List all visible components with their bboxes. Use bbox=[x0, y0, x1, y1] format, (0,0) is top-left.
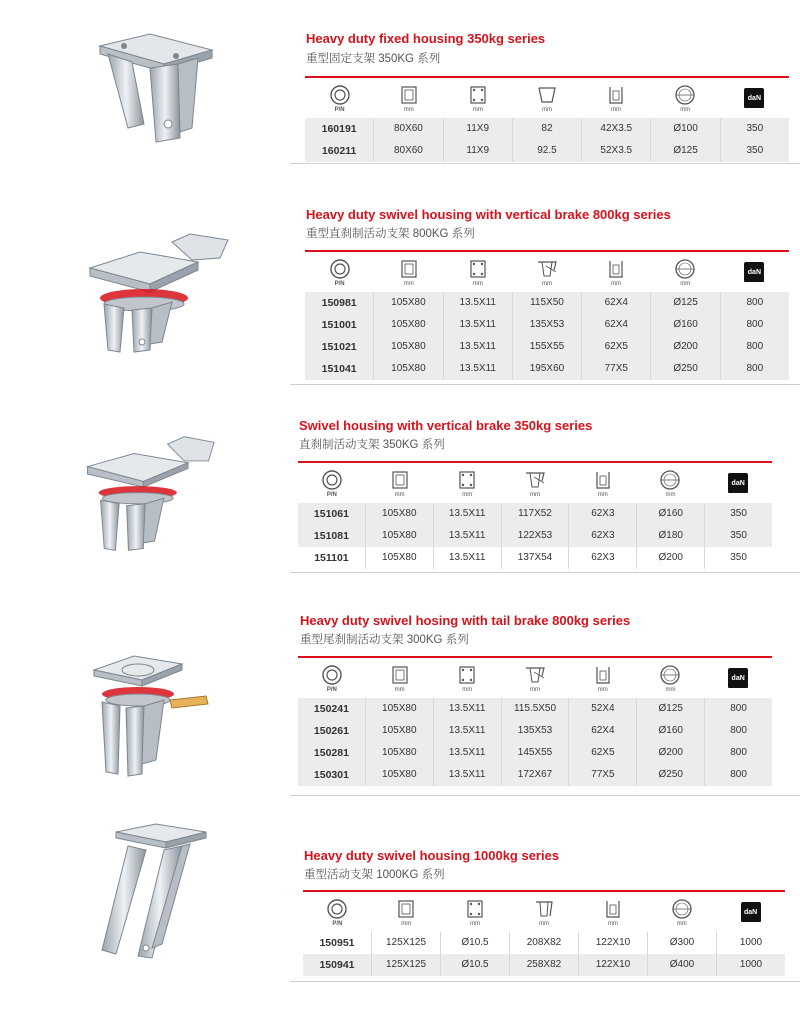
unit-label: mm bbox=[665, 686, 676, 693]
table-row bbox=[298, 764, 772, 786]
fork-width-icon bbox=[592, 664, 614, 686]
wheel-diameter: Ø180 bbox=[637, 525, 705, 547]
section-divider bbox=[290, 384, 800, 385]
table-row bbox=[305, 140, 789, 162]
pn-label: P/N bbox=[326, 686, 337, 693]
unit-label: mm bbox=[611, 280, 622, 287]
height: 137X54 bbox=[502, 547, 570, 569]
bolt-hole-spacing-icon bbox=[456, 664, 478, 686]
heavy-swivel-housing-image bbox=[94, 822, 214, 962]
unit-label: mm bbox=[597, 686, 608, 693]
wheel-diameter: Ø250 bbox=[651, 358, 720, 380]
table-row bbox=[298, 742, 772, 764]
bolt-hole: 13.5X11 bbox=[434, 764, 502, 786]
bolt-hole-column-header bbox=[443, 252, 512, 292]
section-divider bbox=[290, 981, 800, 982]
height: 208X82 bbox=[510, 932, 579, 954]
unit-label: mm bbox=[541, 106, 552, 113]
height: 258X82 bbox=[510, 954, 579, 976]
pn-label: P/N bbox=[334, 280, 345, 287]
part-number: 151021 bbox=[305, 336, 374, 358]
table-row bbox=[305, 314, 789, 336]
unit-label: mm bbox=[394, 686, 405, 693]
bolt-hole: 11X9 bbox=[444, 140, 513, 162]
unit-label: mm bbox=[539, 920, 549, 927]
fork-width: 62X5 bbox=[582, 336, 651, 358]
part-number: 150281 bbox=[298, 742, 366, 764]
spec-header-row bbox=[298, 658, 772, 698]
bolt-hole: 13.5X11 bbox=[444, 314, 513, 336]
fork-width: 122X10 bbox=[579, 932, 648, 954]
part-number: 150241 bbox=[298, 698, 366, 720]
section-title-cn: 重型尾刹制活动支架 300KG 系列 bbox=[300, 634, 469, 646]
wheel-diameter-column-header bbox=[637, 658, 705, 698]
unit-label: mm bbox=[611, 106, 622, 113]
spec-header-row bbox=[305, 78, 789, 118]
unit-label: mm bbox=[665, 491, 676, 498]
swivel-housing-brake-image bbox=[80, 212, 230, 357]
height: 92.5 bbox=[513, 140, 582, 162]
fork-width: 62X3 bbox=[569, 547, 637, 569]
fork-width: 77X5 bbox=[569, 764, 637, 786]
load: 800 bbox=[730, 769, 747, 780]
table-row bbox=[305, 292, 789, 314]
load-weight-icon: daN bbox=[744, 262, 764, 282]
table-row bbox=[303, 954, 785, 976]
wheel-diameter-column-header bbox=[651, 252, 720, 292]
table-row bbox=[305, 358, 789, 380]
pn-label: P/N bbox=[332, 920, 343, 927]
load-column-header bbox=[704, 658, 772, 698]
height-column-header bbox=[510, 892, 579, 932]
wheel-diameter: Ø200 bbox=[637, 547, 705, 569]
top-plate-icon bbox=[395, 898, 417, 920]
load: 800 bbox=[730, 725, 747, 736]
section-title-cn: 直刹制活动支架 350KG 系列 bbox=[299, 439, 445, 451]
plate-size-column-header bbox=[366, 463, 434, 503]
fork-width: 42X3.5 bbox=[582, 118, 651, 140]
spec-header-row bbox=[305, 252, 789, 292]
wheel-washer-icon bbox=[321, 469, 343, 491]
wheel-diameter: Ø160 bbox=[637, 503, 705, 525]
wheel-diameter-column-header bbox=[647, 892, 716, 932]
plate-size: 105X80 bbox=[366, 742, 434, 764]
unit-label: mm bbox=[530, 491, 541, 498]
part-number: 150981 bbox=[305, 292, 374, 314]
unit-label: mm bbox=[470, 920, 481, 927]
height-column-header bbox=[512, 252, 581, 292]
pn-label: P/N bbox=[334, 106, 345, 113]
unit-label: mm bbox=[394, 491, 405, 498]
wheel-diameter: Ø400 bbox=[648, 954, 717, 976]
height-column-header bbox=[501, 463, 569, 503]
pn-label: P/N bbox=[326, 491, 337, 498]
table-row bbox=[298, 525, 772, 547]
load-weight-icon: daN bbox=[728, 473, 748, 493]
brake-height-icon bbox=[536, 258, 558, 280]
load: 350 bbox=[730, 508, 747, 519]
fork-width-column-header bbox=[578, 892, 647, 932]
wheel-diameter-column-header bbox=[637, 463, 705, 503]
fork-width-icon bbox=[605, 258, 627, 280]
fork-width-column-header bbox=[569, 658, 637, 698]
plate-size-column-header bbox=[372, 892, 441, 932]
unit-label: mm bbox=[403, 280, 414, 287]
part-number: 160211 bbox=[305, 140, 374, 162]
section-title-cn: 重型直刹制活动支架 800KG 系列 bbox=[306, 228, 475, 240]
pn-column-header bbox=[305, 252, 374, 292]
height-column-header bbox=[501, 658, 569, 698]
wheel-diameter: Ø100 bbox=[651, 118, 720, 140]
fork-width: 62X4 bbox=[569, 720, 637, 742]
wheel-diameter: Ø125 bbox=[637, 698, 705, 720]
plate-size: 105X80 bbox=[374, 292, 443, 314]
plate-size: 125X125 bbox=[372, 932, 441, 954]
fork-width: 62X4 bbox=[582, 292, 651, 314]
wheel-diameter: Ø160 bbox=[637, 720, 705, 742]
bolt-hole: Ø10.5 bbox=[441, 932, 510, 954]
bolt-hole: 13.5X11 bbox=[434, 720, 502, 742]
section-title-cn: 重型活动支架 1000KG 系列 bbox=[304, 869, 445, 881]
fork-width: 62X5 bbox=[569, 742, 637, 764]
unit-label: mm bbox=[530, 686, 541, 693]
fork-width: 62X3 bbox=[569, 503, 637, 525]
bolt-hole-spacing-icon bbox=[456, 469, 478, 491]
load: 350 bbox=[746, 145, 764, 156]
plate-size: 125X125 bbox=[372, 954, 441, 976]
housing-height-icon bbox=[533, 898, 555, 920]
height-column-header bbox=[512, 78, 581, 118]
unit-label: mm bbox=[676, 920, 687, 927]
part-number: 150951 bbox=[303, 932, 372, 954]
top-plate-icon bbox=[398, 258, 420, 280]
wheel-washer-icon bbox=[326, 898, 348, 920]
unit-label: mm bbox=[541, 280, 552, 287]
height: 82 bbox=[513, 118, 582, 140]
table-row bbox=[298, 720, 772, 742]
load: 1000 bbox=[739, 959, 763, 970]
fork-width-column-header bbox=[569, 463, 637, 503]
bolt-hole: 13.5X11 bbox=[444, 358, 513, 380]
bolt-hole: 13.5X11 bbox=[444, 336, 513, 358]
load-column-header bbox=[716, 892, 785, 932]
plate-size-column-header bbox=[366, 658, 434, 698]
bolt-hole: 13.5X11 bbox=[434, 525, 502, 547]
plate-size: 105X80 bbox=[374, 358, 443, 380]
plate-size-column-header bbox=[374, 78, 443, 118]
unit-label: mm bbox=[462, 686, 473, 693]
height: 135X53 bbox=[502, 720, 570, 742]
part-number: 160191 bbox=[305, 118, 374, 140]
height: 115X50 bbox=[513, 292, 582, 314]
wheel-diameter: Ø200 bbox=[637, 742, 705, 764]
load: 350 bbox=[730, 552, 747, 563]
height: 195X60 bbox=[513, 358, 582, 380]
plate-size: 105X80 bbox=[366, 698, 434, 720]
unit-label: mm bbox=[472, 106, 483, 113]
height: 117X52 bbox=[502, 503, 570, 525]
bolt-hole: 13.5X11 bbox=[434, 742, 502, 764]
table-row bbox=[305, 118, 789, 140]
height: 115.5X50 bbox=[502, 698, 570, 720]
plate-size: 105X80 bbox=[366, 720, 434, 742]
bolt-hole: 13.5X11 bbox=[444, 292, 513, 314]
wheel-diameter-icon bbox=[674, 258, 696, 280]
wheel-washer-icon bbox=[321, 664, 343, 686]
fork-width-column-header bbox=[582, 78, 651, 118]
plate-size: 105X80 bbox=[374, 314, 443, 336]
fork-width-icon bbox=[592, 469, 614, 491]
bolt-hole-spacing-icon bbox=[467, 84, 489, 106]
height: 155X55 bbox=[513, 336, 582, 358]
table-row bbox=[298, 547, 772, 569]
load-column-header bbox=[704, 463, 772, 503]
wheel-diameter-icon bbox=[659, 664, 681, 686]
unit-label: mm bbox=[680, 106, 691, 113]
bolt-hole-spacing-icon bbox=[464, 898, 486, 920]
load-weight-icon: daN bbox=[741, 902, 761, 922]
wheel-diameter: Ø250 bbox=[637, 764, 705, 786]
pn-column-header bbox=[305, 78, 374, 118]
load: 350 bbox=[730, 530, 747, 541]
part-number: 151001 bbox=[305, 314, 374, 336]
fork-width-icon bbox=[602, 898, 624, 920]
unit-label: mm bbox=[597, 491, 608, 498]
wheel-diameter-icon bbox=[671, 898, 693, 920]
spec-table bbox=[305, 76, 789, 162]
section-title-en: Heavy duty swivel hosing with tail brake 800kg series bbox=[300, 613, 631, 628]
top-plate-icon bbox=[398, 84, 420, 106]
plate-size-column-header bbox=[374, 252, 443, 292]
bolt-hole-column-header bbox=[443, 78, 512, 118]
plate-size: 80X60 bbox=[374, 118, 443, 140]
swivel-housing-tail-brake-image bbox=[84, 648, 214, 778]
unit-label: mm bbox=[607, 920, 618, 927]
load-column-header bbox=[720, 78, 789, 118]
fork-width: 62X4 bbox=[582, 314, 651, 336]
load: 1000 bbox=[739, 937, 763, 948]
pn-column-header bbox=[303, 892, 372, 932]
bolt-hole: 13.5X11 bbox=[434, 547, 502, 569]
top-plate-icon bbox=[389, 664, 411, 686]
swivel-housing-brake-image bbox=[78, 420, 218, 555]
wheel-diameter-column-header bbox=[651, 78, 720, 118]
wheel-diameter: Ø200 bbox=[651, 336, 720, 358]
part-number: 150261 bbox=[298, 720, 366, 742]
spec-header-row bbox=[298, 463, 772, 503]
fork-width: 52X4 bbox=[569, 698, 637, 720]
wheel-diameter: Ø160 bbox=[651, 314, 720, 336]
load: 350 bbox=[746, 123, 764, 134]
fork-width: 52X3.5 bbox=[582, 140, 651, 162]
fork-width: 122X10 bbox=[579, 954, 648, 976]
housing-height-icon bbox=[536, 84, 558, 106]
load: 800 bbox=[746, 297, 764, 308]
unit-label: mm bbox=[403, 106, 414, 113]
part-number: 151081 bbox=[298, 525, 366, 547]
section-divider bbox=[290, 163, 800, 164]
brake-height-icon bbox=[524, 664, 546, 686]
height: 145X55 bbox=[502, 742, 570, 764]
load-weight-icon: daN bbox=[744, 88, 764, 108]
plate-size: 105X80 bbox=[366, 503, 434, 525]
plate-size: 105X80 bbox=[366, 547, 434, 569]
table-row bbox=[298, 503, 772, 525]
section-title-cn: 重型固定支架 350KG 系列 bbox=[306, 53, 441, 65]
wheel-diameter: Ø125 bbox=[651, 292, 720, 314]
plate-size: 105X80 bbox=[366, 525, 434, 547]
top-plate-icon bbox=[389, 469, 411, 491]
wheel-diameter: Ø125 bbox=[651, 140, 720, 162]
part-number: 151061 bbox=[298, 503, 366, 525]
bolt-hole: 13.5X11 bbox=[434, 503, 502, 525]
height: 122X53 bbox=[502, 525, 570, 547]
bolt-hole-column-header bbox=[441, 892, 510, 932]
spec-table bbox=[305, 250, 789, 380]
section-divider bbox=[290, 795, 800, 796]
fork-width: 62X3 bbox=[569, 525, 637, 547]
spec-table bbox=[303, 890, 785, 976]
fork-width-column-header bbox=[582, 252, 651, 292]
height: 172X67 bbox=[502, 764, 570, 786]
load: 800 bbox=[746, 363, 764, 374]
section-title-en: Heavy duty swivel housing 1000kg series bbox=[304, 848, 560, 863]
table-row bbox=[303, 932, 785, 954]
load-column-header bbox=[720, 252, 789, 292]
table-row bbox=[298, 698, 772, 720]
load: 800 bbox=[746, 319, 764, 330]
fork-width-icon bbox=[605, 84, 627, 106]
brake-height-icon bbox=[524, 469, 546, 491]
fork-width: 77X5 bbox=[582, 358, 651, 380]
bolt-hole: 11X9 bbox=[444, 118, 513, 140]
plate-size: 80X60 bbox=[374, 140, 443, 162]
unit-label: mm bbox=[462, 491, 473, 498]
wheel-washer-icon bbox=[329, 258, 351, 280]
section-title-en: Heavy duty swivel housing with vertical brake 800kg series bbox=[306, 207, 671, 222]
wheel-washer-icon bbox=[329, 84, 351, 106]
unit-label: mm bbox=[401, 920, 412, 927]
section-title-en: Swivel housing with vertical brake 350kg series bbox=[299, 418, 593, 433]
bolt-hole: Ø10.5 bbox=[441, 954, 510, 976]
bolt-hole-spacing-icon bbox=[467, 258, 489, 280]
section-title-en: Heavy duty fixed housing 350kg series bbox=[306, 31, 546, 46]
unit-label: mm bbox=[680, 280, 691, 287]
pn-column-header bbox=[298, 658, 366, 698]
plate-size: 105X80 bbox=[374, 336, 443, 358]
pn-column-header bbox=[298, 463, 366, 503]
bolt-hole-column-header bbox=[433, 658, 501, 698]
part-number: 150941 bbox=[303, 954, 372, 976]
spec-header-row bbox=[303, 892, 785, 932]
bolt-hole: 13.5X11 bbox=[434, 698, 502, 720]
load: 800 bbox=[730, 703, 747, 714]
part-number: 150301 bbox=[298, 764, 366, 786]
bolt-hole-column-header bbox=[433, 463, 501, 503]
height: 135X53 bbox=[513, 314, 582, 336]
load: 800 bbox=[730, 747, 747, 758]
spec-table bbox=[298, 461, 772, 569]
part-number: 151101 bbox=[298, 547, 366, 569]
load: 800 bbox=[746, 341, 764, 352]
wheel-diameter: Ø300 bbox=[648, 932, 717, 954]
plate-size: 105X80 bbox=[366, 764, 434, 786]
wheel-diameter-icon bbox=[659, 469, 681, 491]
wheel-diameter-icon bbox=[674, 84, 696, 106]
unit-label: mm bbox=[472, 280, 483, 287]
load-weight-icon: daN bbox=[728, 668, 748, 688]
spec-table bbox=[298, 656, 772, 786]
section-divider bbox=[290, 572, 800, 573]
part-number: 151041 bbox=[305, 358, 374, 380]
table-row bbox=[305, 336, 789, 358]
fixed-housing-image bbox=[80, 28, 220, 150]
